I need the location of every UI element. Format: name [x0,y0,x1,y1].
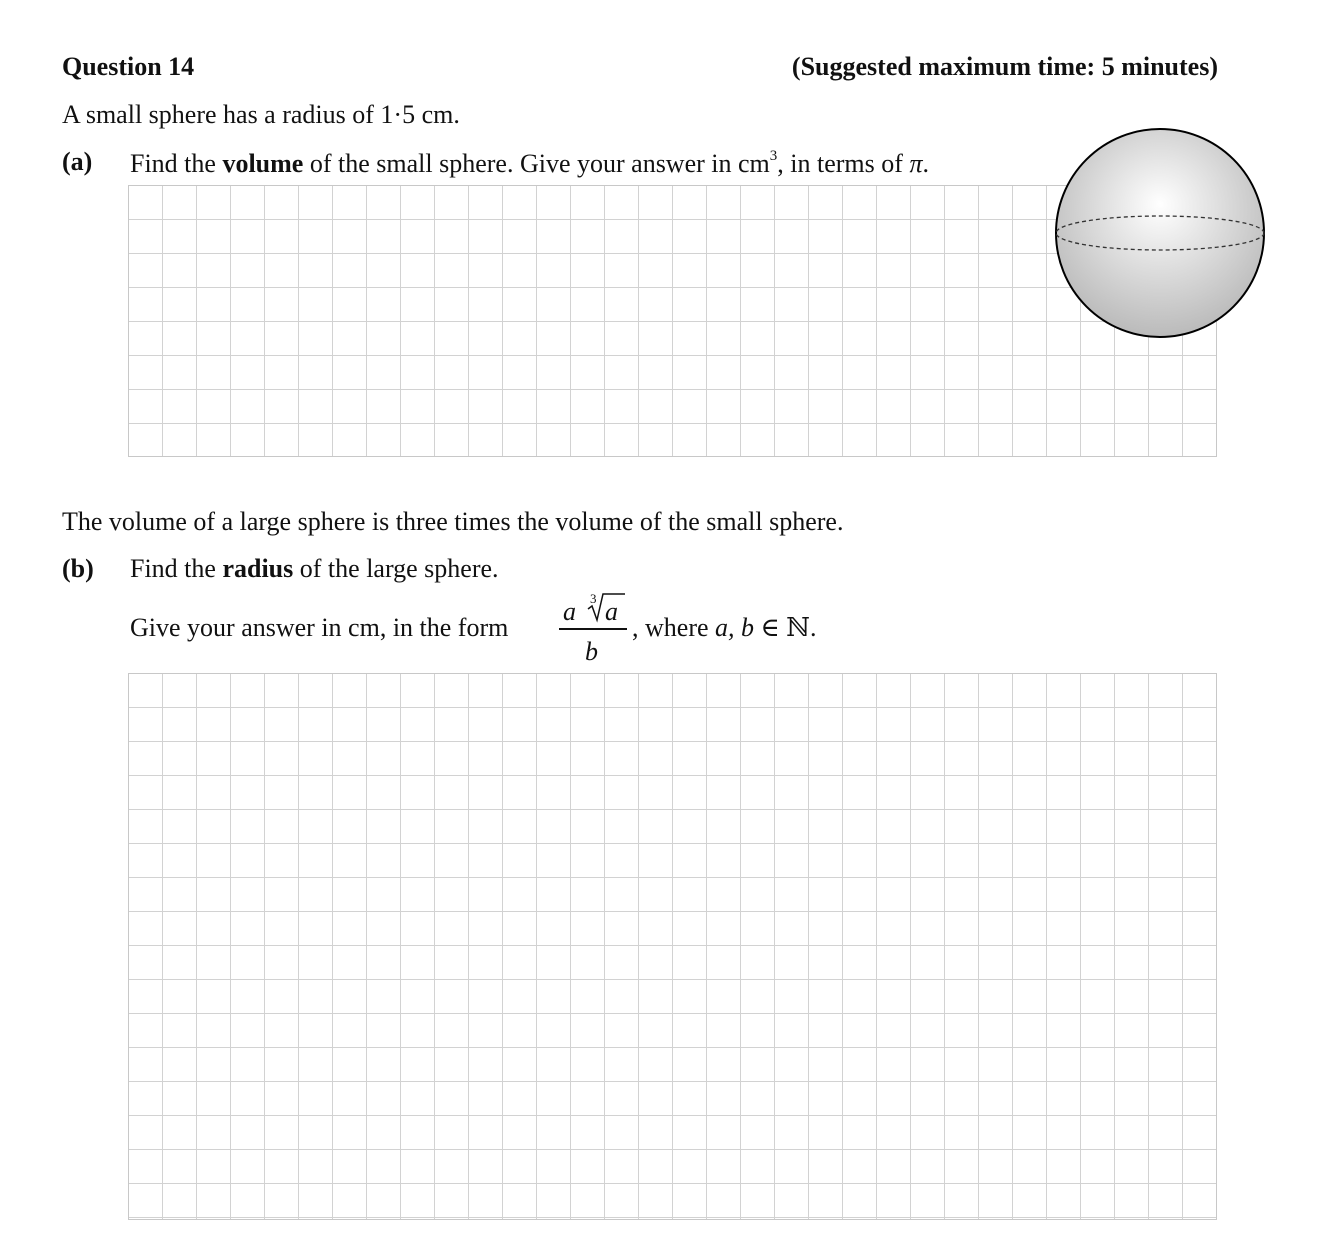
unit-power: 3 [769,148,778,164]
statement-b: The volume of a large sphere is three times the volume of the small sphere. [62,507,844,536]
answer-form-text: Give your answer in cm, in the form [130,613,509,642]
part-b-question [130,556,499,582]
part-a-text-2: of the small sphere. Give your answer in cm [303,149,770,178]
vars-text: a, b [715,613,755,642]
part-a-text-3: , in terms of [777,149,910,178]
answer-grid-b[interactable] [128,673,1217,1220]
sphere-figure [1050,124,1270,344]
fraction-numerator-a: a [563,597,576,626]
time-note: (Suggested maximum time: 5 minutes) [791,52,1218,81]
sphere-outline [1056,129,1264,337]
pi-symbol: π [909,149,923,178]
fraction-denominator-b: b [585,637,598,666]
part-b-bold-word: radius [222,554,294,583]
part-b-label: (b) [62,554,94,583]
part-b-text-2: of the large sphere. [293,554,499,583]
set-text: ∈ ℕ. [754,613,817,642]
part-a-bold-word: volume [222,149,304,178]
where-text: , where [632,613,716,642]
question-title: Question 14 [62,52,195,81]
part-a-label: (a) [62,147,93,176]
part-a-question [130,149,929,177]
part-a-text-1: Find the [130,149,223,178]
cube-root-index: 3 [590,591,597,606]
answer-form-condition [632,615,817,641]
part-b-text-1: Find the [130,554,223,583]
question-intro: A small sphere has a radius of 1·5 cm. [62,100,460,129]
part-a-text-end: . [922,149,929,178]
root-radicand: a [605,597,618,626]
fraction-bar [559,628,627,630]
